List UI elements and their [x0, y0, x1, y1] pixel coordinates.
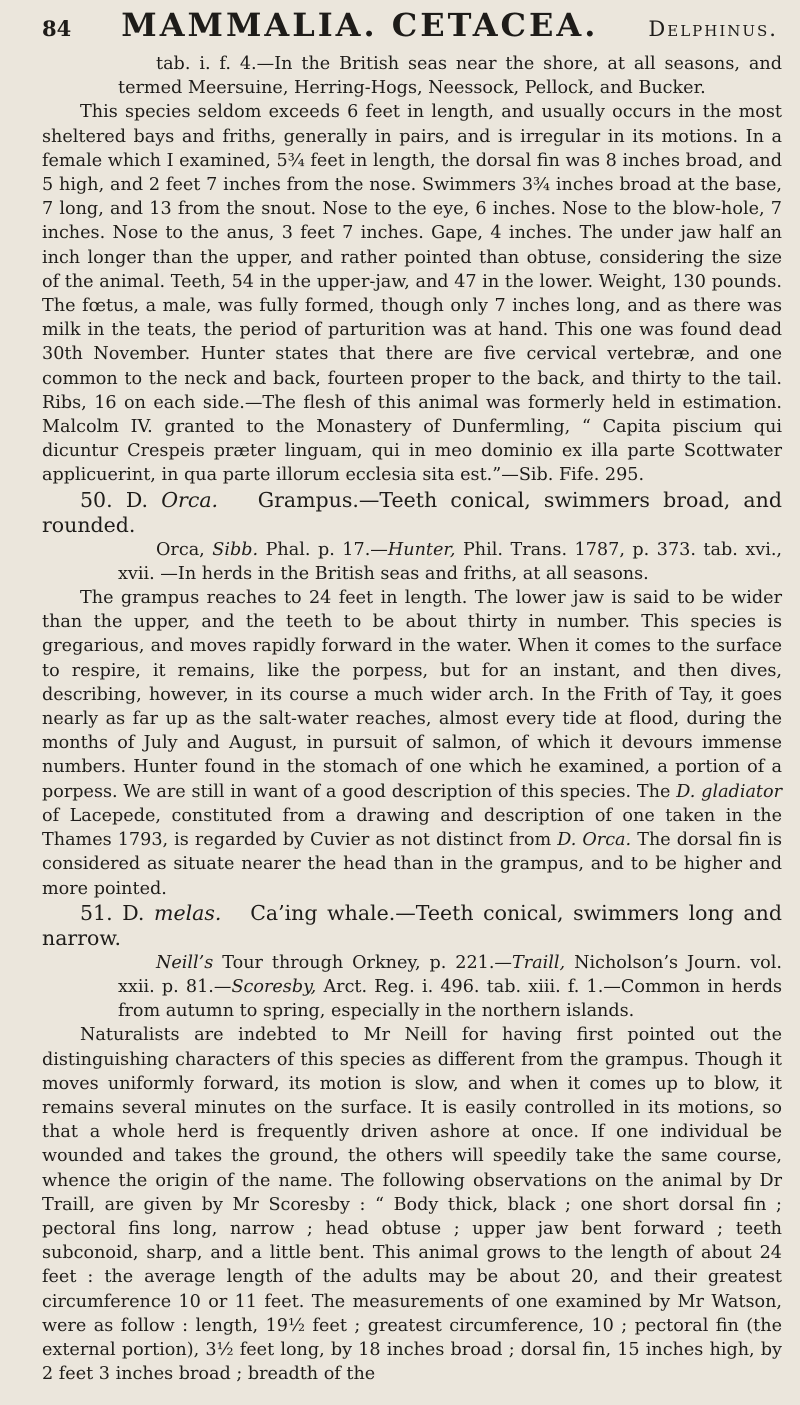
species-genus: D.	[125, 487, 149, 512]
ref-text: Phal. p. 17.—	[258, 539, 388, 560]
species-number: 51.	[80, 900, 113, 925]
running-header	[42, 6, 778, 52]
porpoise-reference-continuation: tab. i. f. 4.—In the British seas near the shore, at all seasons, and termed Meersuine, Herring-Hogs, Neessock, Pellock, and Bucker.	[118, 54, 782, 99]
species-heading-melas	[42, 901, 782, 951]
ref-author: Neill’s	[156, 952, 214, 973]
melas-description: Naturalists are indebted to Mr Neill for having first pointed out the distinguishing characters of this species as different from the grampus. Though it moves uniformly forward, its motion is slow, and when it comes up to blow, it remains several minutes on the surface. It is easily controlled in its motions, so that a whole herd is frequently driven ashore at once. If one individual be wounded and takes the ground, the others will speedily take the same course, whence the origin of the name. The following observations on the animal by Dr Traill, are given by Mr Scoresby : “ Body thick, black ; one short dorsal fin ; pectoral fins long, narrow ; head obtuse ; upper jaw bent forward ; teeth subconoid, sharp, and a little bent. This animal grows to the length of about 24 feet : the average length of the adults may be about 20, and their greatest circumference 10 or 11 feet. The measurements of one examined by Mr Watson, were as follow : length, 19½ feet ; greatest circumference, 10 ; pectoral fin (the external portion), 3½ feet long, by 18 inches broad ; dorsal fin, 15 inches high, by 2 feet 3 inches broad ; breadth of the	[42, 1025, 782, 1385]
ref-name: Orca,	[156, 539, 205, 560]
species-heading-orca	[42, 488, 782, 538]
ref-text: Nicholson’s Journ. vol. xxii. p. 81.—	[118, 952, 782, 997]
melas-references	[42, 951, 782, 1024]
body-text	[42, 52, 782, 1386]
species-diagnosis: —Teeth conical, swimmers broad, and rounded.	[42, 487, 782, 537]
species-common-name: Grampus.	[257, 487, 359, 512]
ref-text: Phil. Trans. 1787, p. 373. tab. xvi., xvii. —In herds in the British seas and friths, at all seasons.	[118, 539, 783, 584]
description-text: of Lacepede, constituted from a drawing and description of one taken in the Thames 1793, is regarded by Cuvier as not distinct from	[42, 805, 782, 851]
orca-references	[42, 538, 782, 586]
orca-description	[42, 586, 782, 901]
species-genus: D.	[122, 900, 145, 925]
ref-text: Tour through Orkney, p. 221.—	[213, 952, 513, 973]
ref-author: Sibb.	[212, 539, 259, 560]
page-number: 84	[42, 16, 72, 41]
running-title: MAMMALIA. CETACEA.	[121, 6, 599, 44]
ref-author: Traill,	[512, 952, 566, 973]
ref-author: Hunter,	[387, 539, 456, 560]
ref-text: Arct. Reg. i. 496. tab. xiii. f. 1.—Common in herds from autumn to spring, especially in the northern islands.	[118, 976, 782, 1022]
description-text: The grampus reaches to 24 feet in length. The lower jaw is said to be wider than the upper, and the teeth to be about thirty in number. This species is gregarious, and moves rapidly forward in the water. When it comes to the surface to respire, it remains, like the porpess, but for an instant, and then dives, describing, however, in its course a much wider arch. In the Frith of Tay, it goes nearly as far up as the salt-water reaches, almost every tide at flood, during the months of July and August, in pursuit of salmon, of which it devours immense numbers. Hunter found in the stomach of one which he examined, a portion of a porpess. We are still in want of a good description of this species. The	[42, 588, 782, 802]
species-common-name: Ca’ing whale.	[250, 900, 396, 925]
description-text: The dorsal fin is considered as situate nearer the head than in the grampus, and to be higher and more pointed.	[42, 830, 783, 899]
species-name: Orca.	[161, 487, 219, 512]
species-citation: D. gladiator	[676, 781, 783, 802]
porpoise-description: This species seldom exceeds 6 feet in length, and usually occurs in the most sheltered bays and friths, generally in pairs, and is irregular in its motions. In a female which I examined, 5¾ feet in length, the dorsal fin was 8 inches broad, and 5 high, and 2 feet 7 inches from the nose. Swimmers 3¾ inches broad at the base, 7 long, and 13 from the snout. Nose to the eye, 6 inches. Nose to the blow-hole, 7 inches. Nose to the anus, 3 feet 7 inches. Gape, 4 inches. The under jaw half an inch longer than the upper, and rather pointed than obtuse, considering the size of the animal. Teeth, 54 in the upper-jaw, and 47 in the lower. Weight, 130 pounds. The fœtus, a male, was fully formed, though only 7 inches long, and as there was milk in the teats, the period of parturition was at hand. This one was found dead 30th November. Hunter states that there are five cervical vertebræ, and one common to the neck and back, fourteen proper to the back, and thirty to the tail. Ribs, 16 on each side.—The flesh of this animal was formerly held in estimation. Malcolm IV. granted to the Monastery of Dunfermling, “ Capita piscium qui dicuntur Crespeis præter linguam, qui in meo dominio ex illa parte Scottwater applicuerint, in qua parte illorum ecclesia sita est.”—Sib. Fife. 295.	[42, 102, 782, 486]
ref-author: Scoresby,	[231, 976, 317, 997]
species-diagnosis: —Teeth conical, swimmers long and narrow.	[42, 900, 782, 950]
genus-heading: Delphinus.	[648, 17, 778, 41]
species-number: 50.	[80, 487, 113, 512]
species-name: melas.	[154, 900, 222, 925]
species-citation: D. Orca.	[557, 830, 632, 851]
